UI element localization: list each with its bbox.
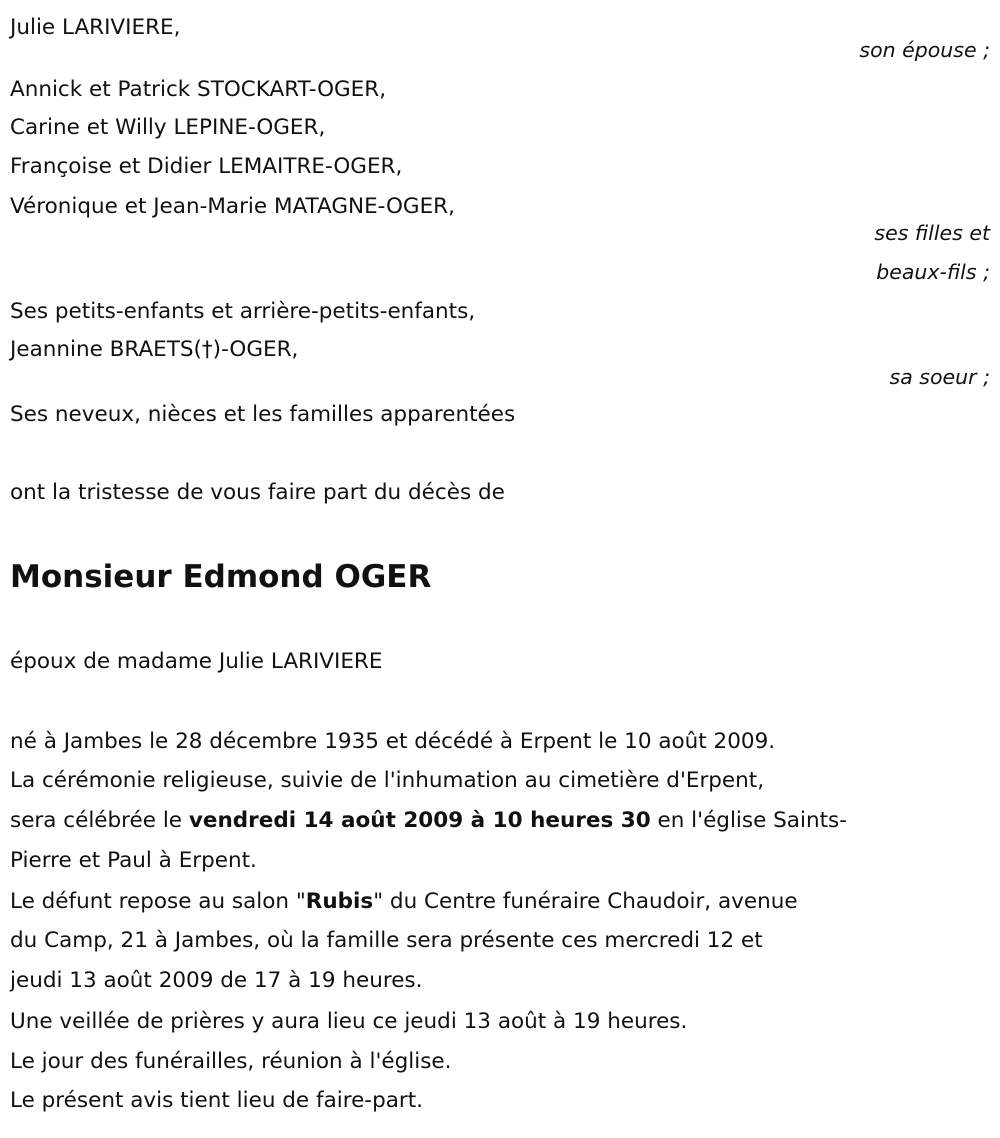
text: sera célébrée le [10, 808, 189, 833]
details-line [10, 882, 798, 922]
details-line: né à Jambes le 28 décembre 1935 et décédé à Erpent le 10 août 2009. [10, 729, 776, 754]
text: en l'église Saints- [650, 808, 847, 833]
child-line: Annick et Patrick STOCKART-OGER, [10, 77, 387, 102]
details-line: Le présent avis tient lieu de faire-part. [10, 1088, 423, 1113]
spouse-role: son épouse ; [859, 38, 990, 62]
spouse-name: Julie LARIVIERE, [10, 15, 181, 40]
details-line: La cérémonie religieuse, suivie de l'inhumation au cimetière d'Erpent, [10, 768, 765, 793]
sister-name: Jeannine BRAETS(†)-OGER, [10, 337, 299, 362]
salon-name: Rubis [305, 889, 374, 914]
spouse-of: époux de madame Julie LARIVIERE [10, 649, 383, 674]
details-line: Pierre et Paul à Erpent. [10, 848, 257, 873]
child-line: Carine et Willy LEPINE-OGER, [10, 115, 326, 140]
text: " du Centre funéraire Chaudoir, avenue [373, 889, 798, 914]
ceremony-datetime: vendredi 14 août 2009 à 10 heures 30 [188, 808, 651, 833]
grandchildren: Ses petits-enfants et arrière-petits-enfants, [10, 299, 476, 324]
children-role: ses filles et [874, 221, 990, 245]
details-line [10, 801, 847, 841]
text: Le défunt repose au salon " [10, 889, 306, 914]
children-role-cont: beaux-fils ; [876, 260, 990, 284]
child-line: Véronique et Jean-Marie MATAGNE-OGER, [10, 194, 455, 219]
child-line: Françoise et Didier LEMAITRE-OGER, [10, 154, 403, 179]
sister-role: sa soeur ; [889, 365, 990, 389]
details-line: du Camp, 21 à Jambes, où la famille sera présente ces mercredi 12 et [10, 928, 763, 953]
details-line: jeudi 13 août 2009 de 17 à 19 heures. [10, 968, 423, 993]
relatives: Ses neveux, nièces et les familles apparentées [10, 402, 516, 427]
announcement: ont la tristesse de vous faire part du décès de [10, 480, 505, 505]
deceased-name: Monsieur Edmond OGER [10, 559, 432, 595]
details-line: Une veillée de prières y aura lieu ce jeudi 13 août à 19 heures. [10, 1009, 688, 1034]
details-line: Le jour des funérailles, réunion à l'église. [10, 1049, 452, 1074]
